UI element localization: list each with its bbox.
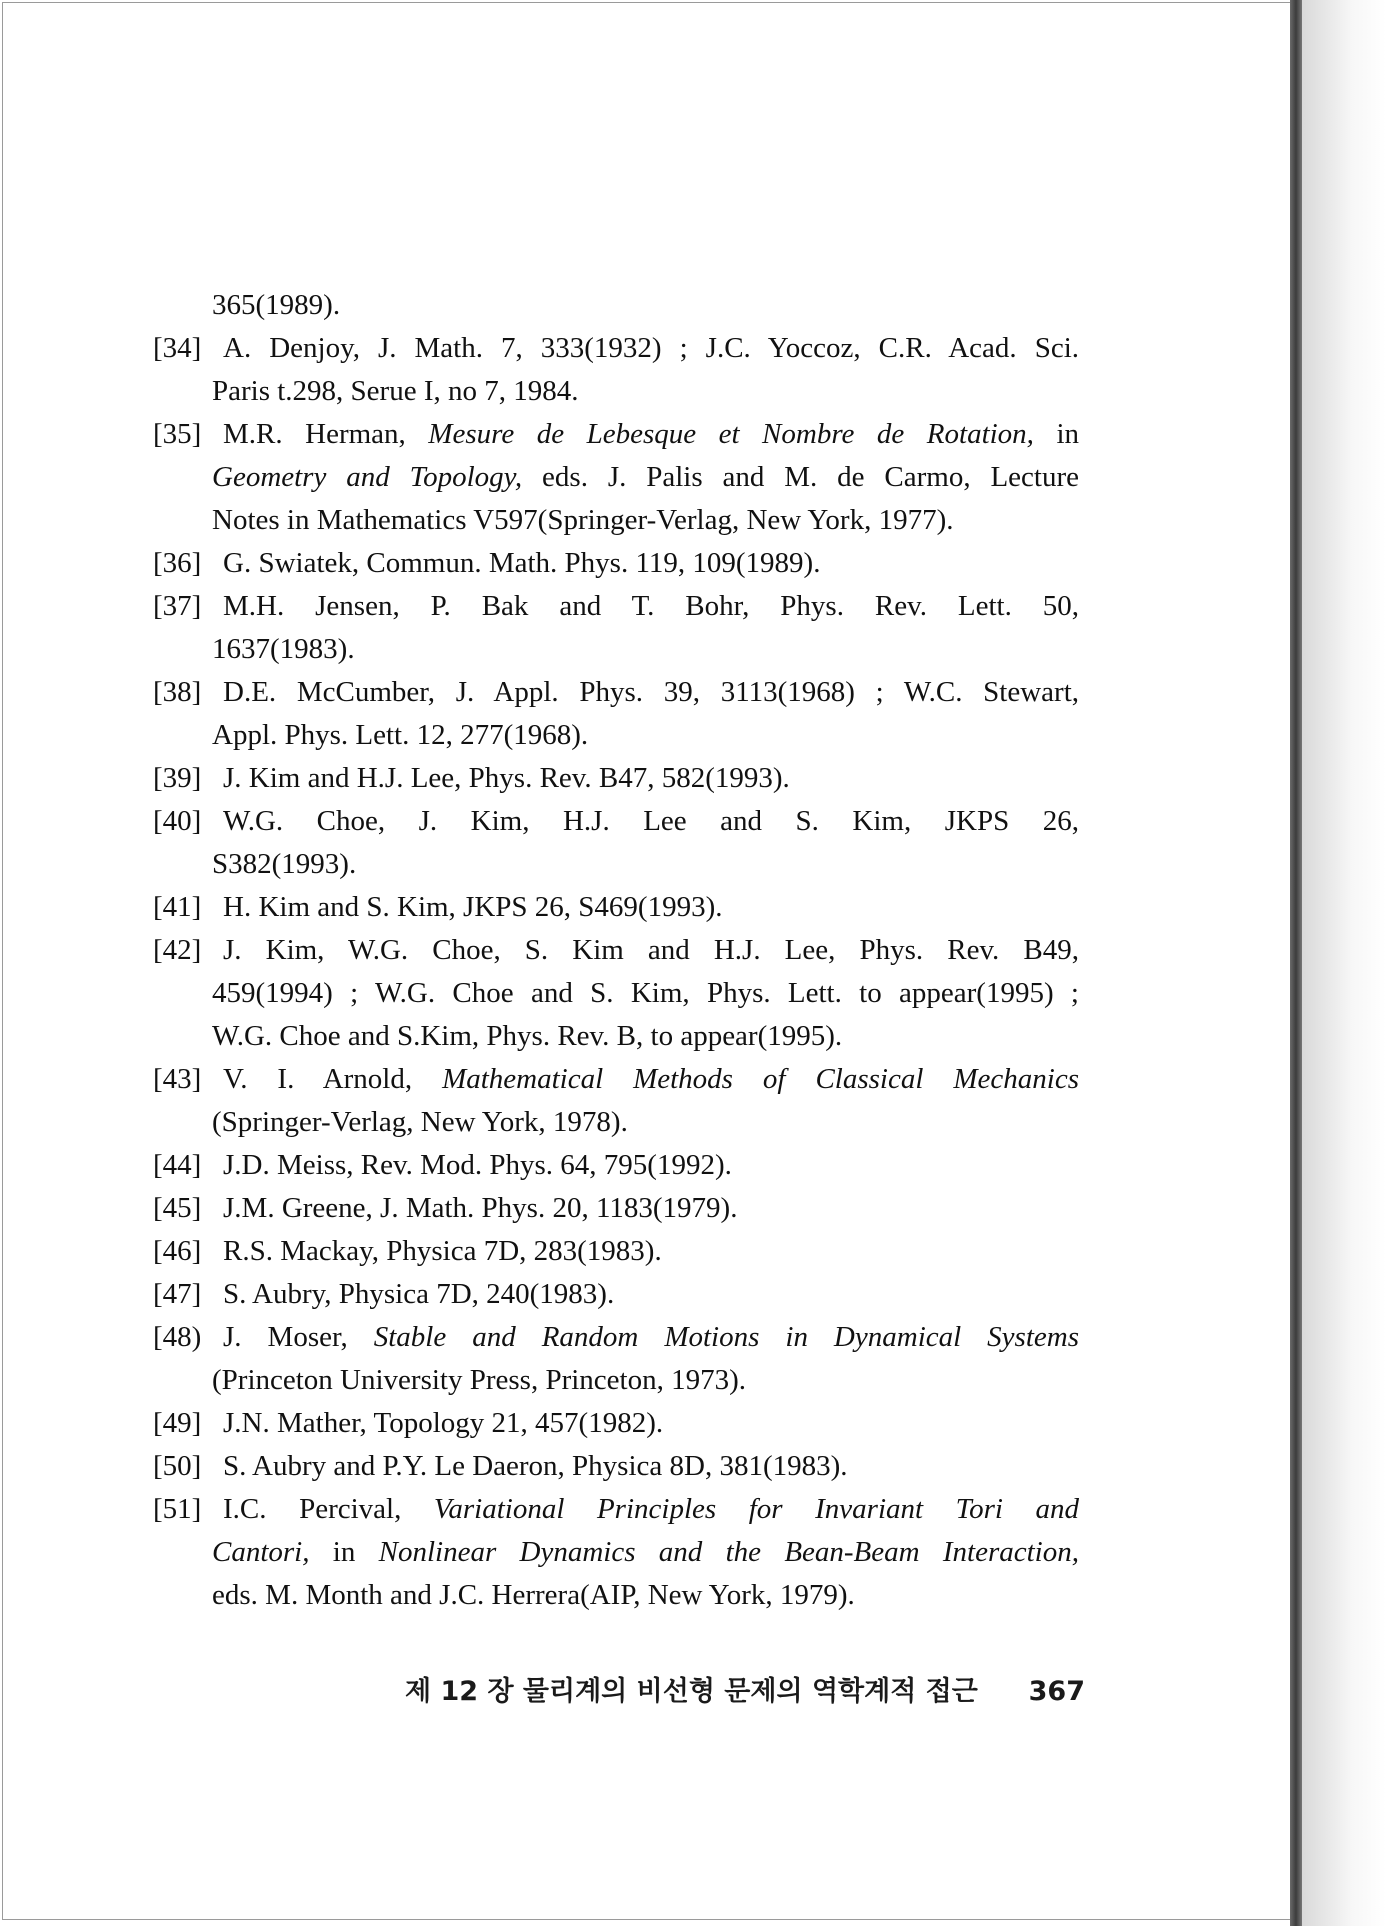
reference-segment: M.H. Jensen, P. Bak and T. Bohr, Phys. Rev. Lett. 50, (223, 590, 1079, 622)
reference-segment: 459(1994) ; W.G. Choe and S. Kim, Phys. Lett. to appear(1995) ; (212, 977, 1079, 1009)
reference-segment: eds. J. Palis and M. de Carmo, Lecture (522, 461, 1080, 493)
reference-number: [37] (153, 590, 202, 622)
reference-segment: S382(1993). (212, 848, 357, 880)
reference-segment: eds. M. Month and J.C. Herrera(AIP, New York, 1979). (212, 1579, 855, 1611)
reference-segment: J. Kim and H.J. Lee, Phys. Rev. B47, 582(1993). (223, 762, 790, 794)
reference-continuation (153, 1015, 1079, 1058)
reference-continuation (153, 1531, 1079, 1574)
reference-segment: V. I. Arnold, (223, 1063, 443, 1095)
reference-number: [44] (153, 1149, 202, 1181)
reference-continuation (153, 499, 1079, 542)
reference-entry (153, 1488, 1079, 1617)
reference-segment: G. Swiatek, Commun. Math. Phys. 119, 109(1989). (223, 547, 821, 579)
page-shadow (1302, 0, 1386, 1926)
reference-segment: J.N. Mather, Topology 21, 457(1982). (223, 1407, 664, 1439)
reference-entry (153, 1316, 1079, 1402)
running-footer-chapter: 제 12 장 물리계의 비선형 문제의 역학계적 접근 (405, 1676, 978, 1707)
reference-continuation (153, 972, 1079, 1015)
reference-text (223, 1445, 1079, 1488)
reference-continuation (153, 628, 1079, 671)
reference-continuation (153, 714, 1079, 757)
reference-number: [49] (153, 1407, 202, 1439)
reference-number: [41] (153, 891, 202, 923)
reference-number: [42] (153, 934, 202, 966)
reference-entry (153, 1187, 1079, 1230)
reference-number: [40] (153, 805, 202, 837)
reference-text (223, 1316, 1079, 1359)
reference-number: [38] (153, 676, 202, 708)
reference-segment: W.G. Choe and S.Kim, Phys. Rev. B, to appear(1995). (212, 1020, 843, 1052)
reference-segment: Appl. Phys. Lett. 12, 277(1968). (212, 719, 589, 751)
reference-title: Nonlinear Dynamics and the Bean-Beam Interaction, (378, 1536, 1079, 1568)
reference-number: [50] (153, 1450, 202, 1482)
reference-entry (153, 1402, 1079, 1445)
reference-entry (153, 1144, 1079, 1187)
reference-number: [39] (153, 762, 202, 794)
reference-segment: A. Denjoy, J. Math. 7, 333(1932) ; J.C. Yoccoz, C.R. Acad. Sci. (223, 332, 1079, 364)
reference-entries (153, 327, 1079, 1617)
reference-text (223, 929, 1079, 972)
reference-text (223, 413, 1079, 456)
reference-continuation (153, 1359, 1079, 1402)
reference-continuation (153, 456, 1079, 499)
continued-reference: 365(1989). (212, 289, 341, 321)
reference-segment: J.M. Greene, J. Math. Phys. 20, 1183(1979). (223, 1192, 738, 1224)
reference-entry (153, 929, 1079, 1058)
reference-continuation (153, 843, 1079, 886)
reference-entry (153, 413, 1079, 542)
reference-text (223, 1488, 1079, 1531)
page-number: 367 (1028, 1676, 1085, 1707)
reference-segment: I.C. Percival, (223, 1493, 434, 1525)
reference-number: [45] (153, 1192, 202, 1224)
reference-continuation (153, 1574, 1079, 1617)
reference-segment: (Springer-Verlag, New York, 1978). (212, 1106, 628, 1138)
reference-number: [36] (153, 547, 202, 579)
reference-segment: J. Moser, (223, 1321, 374, 1353)
reference-title: Cantori, (212, 1536, 310, 1568)
reference-segment: D.E. McCumber, J. Appl. Phys. 39, 3113(1968) ; W.C. Stewart, (223, 676, 1079, 708)
reference-entry (153, 671, 1079, 757)
reference-title: Mesure de Lebesque et Nombre de Rotation, (428, 418, 1034, 450)
reference-number: [43] (153, 1063, 202, 1095)
reference-segment: Notes in Mathematics V597(Springer-Verlag, New York, 1977). (212, 504, 954, 536)
reference-title: Variational Principles for Invariant Tori and (433, 1493, 1079, 1525)
reference-number: [35] (153, 418, 202, 450)
reference-segment: M.R. Herman, (223, 418, 429, 450)
reference-segment: H. Kim and S. Kim, JKPS 26, S469(1993). (223, 891, 723, 923)
reference-number: [47] (153, 1278, 202, 1310)
reference-segment: in (309, 1536, 379, 1568)
reference-text (223, 1402, 1079, 1445)
reference-text (223, 1230, 1079, 1273)
reference-entry (153, 757, 1079, 800)
reference-text (223, 327, 1079, 370)
reference-list (153, 284, 1079, 1617)
reference-title: Mathematical Methods of Classical Mechanics (442, 1063, 1079, 1095)
reference-entry (153, 1058, 1079, 1144)
reference-entry (153, 1445, 1079, 1488)
reference-text (223, 886, 1079, 929)
reference-entry (153, 542, 1079, 585)
reference-segment: W.G. Choe, J. Kim, H.J. Lee and S. Kim, JKPS 26, (223, 805, 1079, 837)
reference-entry (153, 1273, 1079, 1316)
reference-text (223, 1058, 1079, 1101)
reference-text (223, 757, 1079, 800)
reference-number: [46] (153, 1235, 202, 1267)
reference-title: Geometry and Topology, (212, 461, 523, 493)
reference-segment: R.S. Mackay, Physica 7D, 283(1983). (223, 1235, 662, 1267)
reference-text (223, 1187, 1079, 1230)
reference-number: [51] (153, 1493, 202, 1525)
reference-entry (153, 1230, 1079, 1273)
reference-segment: (Princeton University Press, Princeton, 1973). (212, 1364, 747, 1396)
reference-segment: 1637(1983). (212, 633, 355, 665)
reference-entry (153, 800, 1079, 886)
reference-number: [48) (153, 1321, 202, 1353)
reference-segment: J. Kim, W.G. Choe, S. Kim and H.J. Lee, Phys. Rev. B49, (223, 934, 1079, 966)
page-edge (1290, 0, 1302, 1926)
reference-segment: S. Aubry and P.Y. Le Daeron, Physica 8D, 381(1983). (223, 1450, 848, 1482)
reference-segment: J.D. Meiss, Rev. Mod. Phys. 64, 795(1992). (223, 1149, 732, 1181)
reference-text (223, 800, 1079, 843)
reference-continuation (153, 1101, 1079, 1144)
reference-segment: S. Aubry, Physica 7D, 240(1983). (223, 1278, 615, 1310)
reference-segment: Paris t.298, Serue I, no 7, 1984. (212, 375, 579, 407)
reference-continuation (153, 370, 1079, 413)
reference-text (223, 1273, 1079, 1316)
reference-title: Stable and Random Motions in Dynamical Systems (373, 1321, 1079, 1353)
reference-entry (153, 886, 1079, 929)
page-footer (405, 1672, 1085, 1712)
reference-number: [34] (153, 332, 202, 364)
reference-text (223, 1144, 1079, 1187)
reference-text (223, 671, 1079, 714)
reference-entry (153, 327, 1079, 413)
reference-text (223, 542, 1079, 585)
reference-segment: in (1033, 418, 1079, 450)
reference-text (223, 585, 1079, 628)
reference-entry (153, 585, 1079, 671)
